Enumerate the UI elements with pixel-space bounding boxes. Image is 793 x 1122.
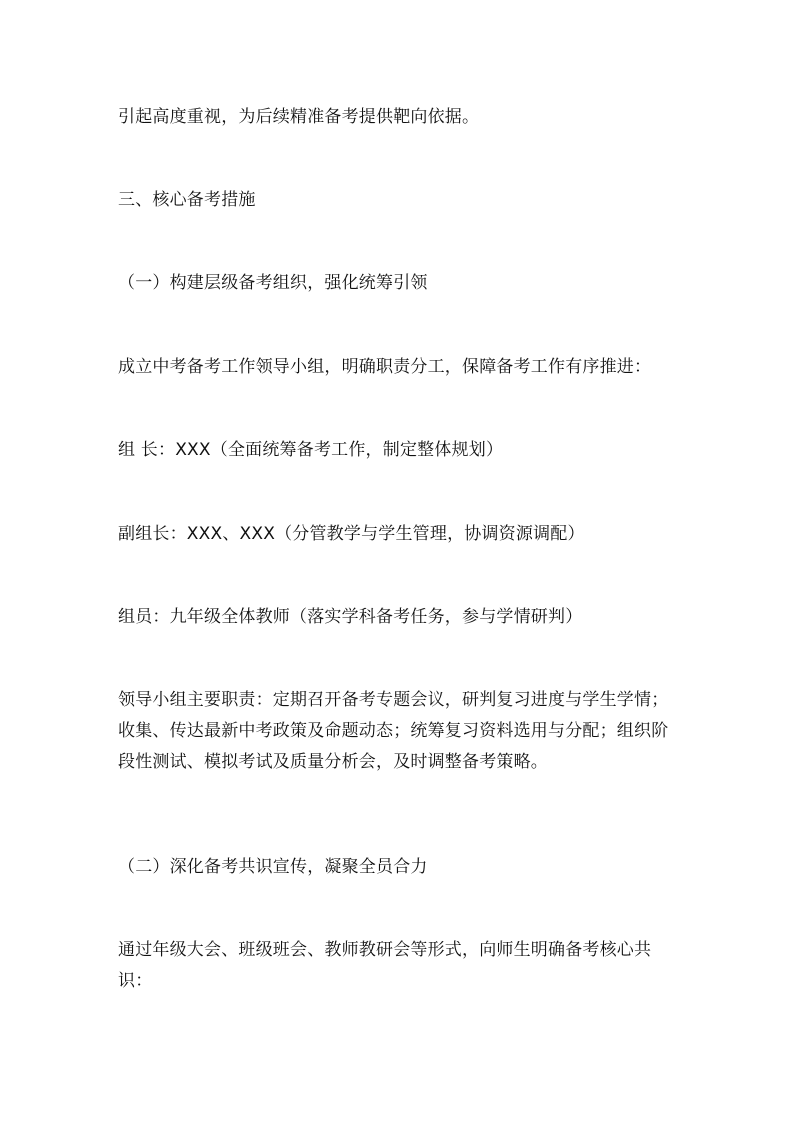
team-leader-line: 组 长：XXX（全面统筹备考工作，制定整体规划） (118, 440, 504, 460)
team-members-line: 组员：九年级全体教师（落实学科备考任务，参与学情研判） (118, 607, 583, 627)
subsection-heading: （二）深化备考共识宣传，凝聚全员合力 (118, 857, 428, 877)
paragraph-body: 成立中考备考工作领导小组，明确职责分工，保障备考工作有序推进： (118, 357, 652, 377)
section-heading: 三、核心备考措施 (118, 190, 256, 210)
paragraph-continuation: 引起高度重视，为后续精准备考提供靶向依据。 (118, 107, 480, 127)
responsibilities-paragraph: 领导小组主要职责：定期召开备考专题会议，研判复习进度与学生学情；收集、传达最新中考政策及命题动态；统筹复习资料选用与分配；组织阶段性测试、模拟考试及质量分析会，及时调整备考策略。 (118, 690, 669, 772)
paragraph-body: 通过年级大会、班级班会、教师教研会等形式，向师生明确备考核心共识： (118, 940, 652, 991)
subsection-heading: （一）构建层级备考组织，强化统筹引领 (118, 273, 428, 293)
deputy-leader-line: 副组长：XXX、XXX（分管教学与学生管理，协调资源调配） (118, 524, 585, 544)
